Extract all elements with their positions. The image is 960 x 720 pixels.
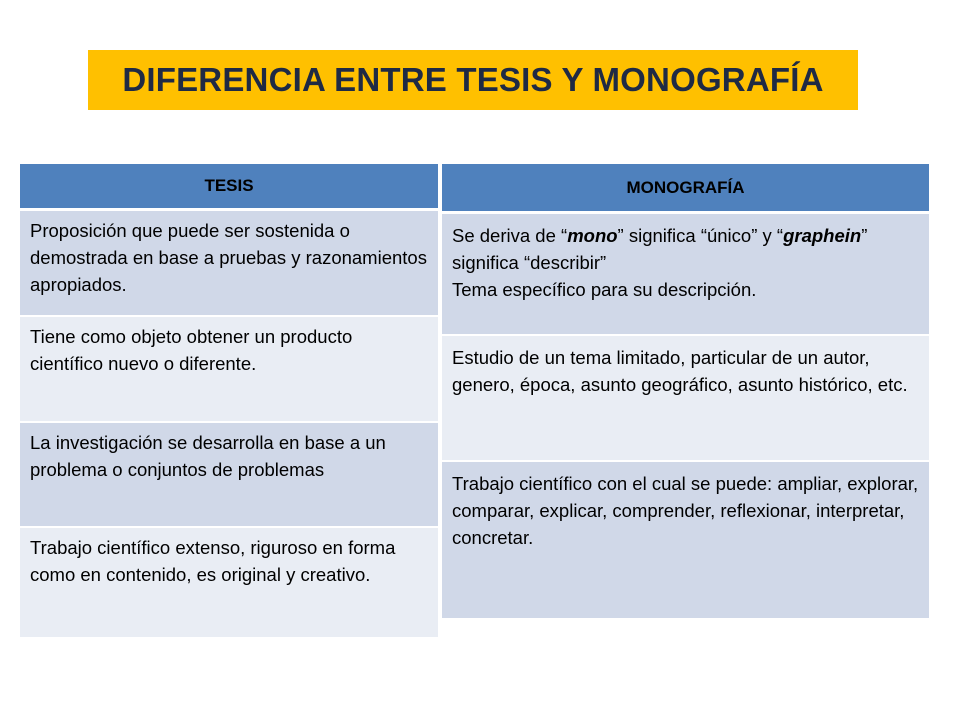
tesis-cell: Proposición que puede ser sostenida o demostrada en base a pruebas y razonamientos apropiados. (20, 210, 438, 317)
text-segment: ” significa “describir” (452, 225, 868, 273)
tesis-cell: Trabajo científico extenso, riguroso en forma como en contenido, es original y creativo. (20, 527, 438, 638)
monografia-header: MONOGRAFÍA (442, 164, 929, 213)
monografia-cell: Trabajo científico con el cual se puede: ampliar, explorar, comparar, explicar, comprender, reflexionar, interpretar, concretar. (442, 461, 929, 619)
tesis-cell: Tiene como objeto obtener un producto científico nuevo o diferente. (20, 316, 438, 422)
table-row (20, 527, 438, 638)
text-segment: Se deriva de “ (452, 225, 568, 246)
table-row (442, 461, 929, 619)
monografia-cell (442, 213, 929, 336)
monografia-cell: Estudio de un tema limitado, particular de un autor, genero, época, asunto geográfico, asunto histórico, etc. (442, 335, 929, 461)
term-graphein: graphein (783, 225, 862, 246)
tesis-table (20, 164, 438, 639)
table-row (442, 335, 929, 461)
text-segment: ” significa “único” y “ (617, 225, 784, 246)
table-row (20, 316, 438, 422)
monografia-table (442, 164, 929, 620)
title-banner (88, 50, 858, 110)
slide-title: DIFERENCIA ENTRE TESIS Y MONOGRAFÍA (122, 61, 824, 98)
text-segment: Tema específico para su descripción. (452, 279, 757, 300)
table-row (20, 422, 438, 527)
tesis-cell: La investigación se desarrolla en base a un problema o conjuntos de problemas (20, 422, 438, 527)
table-row (20, 210, 438, 317)
term-mono: mono (567, 225, 618, 246)
table-row (442, 213, 929, 336)
tesis-header: TESIS (20, 164, 438, 210)
